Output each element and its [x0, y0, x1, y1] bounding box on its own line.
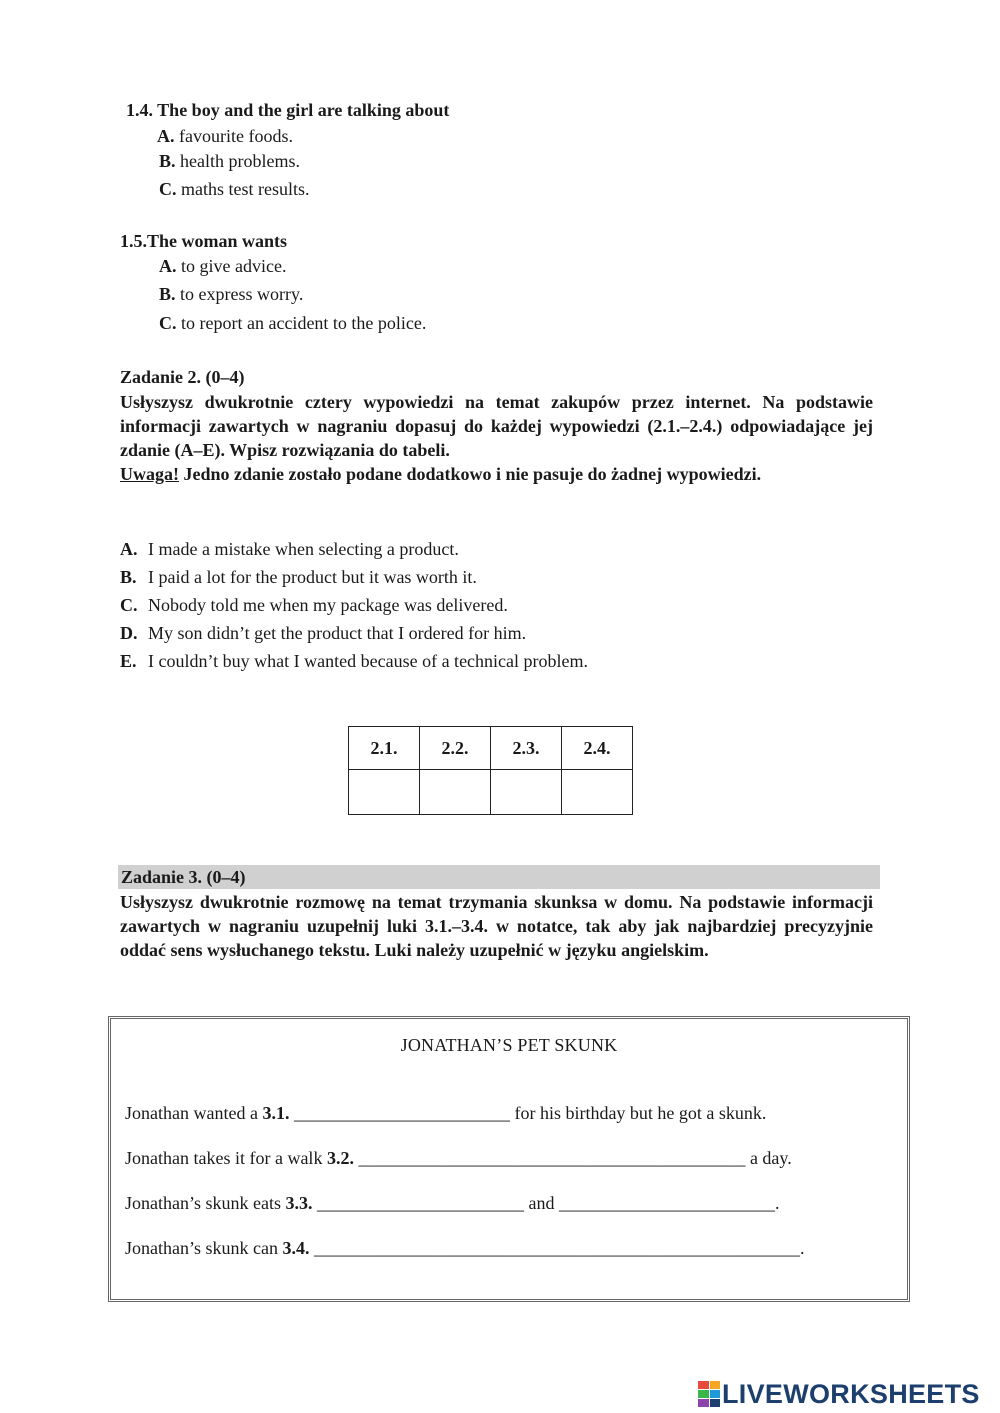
task-2-title: Zadanie 2. (0–4): [120, 367, 245, 387]
sentence-c: [120, 595, 508, 616]
answer-cell-2-4[interactable]: [562, 770, 633, 815]
line-text: Jonathan wanted a: [125, 1103, 263, 1123]
note-title: JONATHAN’S PET SKUNK: [400, 1035, 618, 1055]
q14-option-b[interactable]: [159, 151, 300, 172]
sentence-letter: E.: [120, 651, 137, 671]
sentence-e: [120, 651, 588, 672]
logo-text: LIVEWORKSHEETS: [722, 1378, 980, 1409]
q15-option-b[interactable]: [159, 284, 303, 305]
sentence-text: I paid a lot for the product but it was worth it.: [148, 567, 477, 587]
answer-header-2-1: 2.1.: [349, 727, 420, 770]
sentence-letter: B.: [120, 567, 137, 587]
line-text: Jonathan takes it for a walk: [125, 1148, 327, 1168]
note-line-3-4: [125, 1238, 804, 1259]
task-2-note: [120, 462, 880, 486]
gap-3-2[interactable]: ___________________________________________: [353, 1148, 750, 1168]
task-3-title-bar: [118, 865, 880, 889]
gap-3-4[interactable]: ______________________________________________________.: [309, 1238, 805, 1258]
sentence-d: [120, 623, 526, 644]
question-1-4-title: 1.4. The boy and the girl are talking about: [126, 100, 450, 120]
gap-number: 3.4.: [282, 1238, 310, 1258]
answer-header-2-3: 2.3.: [491, 727, 562, 770]
line-text: Jonathan’s skunk eats: [125, 1193, 286, 1213]
sentence-a: [120, 539, 459, 560]
note-box: [108, 1016, 910, 1302]
task-2-instruction: Usłyszysz dwukrotnie cztery wypowiedzi na temat zakupów przez internet. Na podstawie informacji zawartych w nagraniu dopasuj do każdej wypowiedzi (2.1.–2.4.) odpowiadające jej zdanie (A–E). Wpisz rozwiązania do tabeli.: [120, 392, 873, 460]
question-1-5-title: 1.5.The woman wants: [120, 231, 288, 251]
option-letter: A.: [157, 126, 175, 146]
option-text: health problems.: [180, 151, 300, 171]
sentence-text: I couldn’t buy what I wanted because of a technical problem.: [148, 651, 589, 671]
sentence-letter: A.: [120, 539, 138, 559]
note-line-3-2: [125, 1148, 792, 1169]
logo-blocks-icon: [698, 1381, 720, 1407]
option-text: to give advice.: [181, 256, 287, 276]
option-letter: B.: [159, 284, 176, 304]
line-text: a day.: [749, 1148, 792, 1168]
option-text: to report an accident to the police.: [181, 313, 427, 333]
line-text: for his birthday but he got a skunk.: [514, 1103, 767, 1123]
option-text: to express worry.: [180, 284, 304, 304]
gap-3-3[interactable]: _______________________: [312, 1193, 529, 1213]
sentence-letter: D.: [120, 623, 138, 643]
answer-table: [348, 726, 633, 815]
gap-3-1[interactable]: ________________________: [289, 1103, 515, 1123]
liveworksheets-logo: [698, 1378, 980, 1410]
gap-number: 3.1.: [262, 1103, 290, 1123]
q14-option-c[interactable]: [159, 179, 310, 200]
sentence-text: Nobody told me when my package was delivered.: [148, 595, 508, 615]
option-letter: C.: [159, 313, 177, 333]
line-text: Jonathan’s skunk can: [125, 1238, 283, 1258]
answer-cell-2-2[interactable]: [420, 770, 491, 815]
sentence-text: I made a mistake when selecting a product.: [148, 539, 459, 559]
q15-option-a[interactable]: [159, 256, 286, 277]
task-3-instruction: Usłyszysz dwukrotnie rozmowę na temat trzymania skunksa w domu. Na podstawie informacji zawartych w nagraniu uzupełnij luki 3.1.–3.4. w notatce, tak aby jak najbardziej precyzyjnie oddać sens wysłuchanego tekstu. Luki należy uzupełnić w języku angielskim.: [120, 892, 873, 960]
answer-cell-2-3[interactable]: [491, 770, 562, 815]
note-text: Jedno zdanie zostało podane dodatkowo i nie pasuje do żadnej wypowiedzi.: [179, 464, 762, 484]
answer-header-2-2: 2.2.: [420, 727, 491, 770]
q14-option-a[interactable]: [157, 126, 293, 147]
task-3-title: Zadanie 3. (0–4): [121, 867, 246, 887]
q15-option-c[interactable]: [159, 313, 426, 334]
option-letter: A.: [159, 256, 177, 276]
line-text: and ________________________.: [528, 1193, 780, 1213]
option-text: maths test results.: [181, 179, 310, 199]
sentence-text: My son didn’t get the product that I ordered for him.: [148, 623, 527, 643]
note-line-3-1: [125, 1103, 766, 1124]
note-label: Uwaga!: [120, 464, 179, 484]
option-letter: C.: [159, 179, 177, 199]
gap-number: 3.3.: [285, 1193, 313, 1213]
gap-number: 3.2.: [326, 1148, 354, 1168]
sentence-letter: C.: [120, 595, 138, 615]
answer-cell-2-1[interactable]: [349, 770, 420, 815]
note-line-3-3: [125, 1193, 779, 1214]
answer-header-2-4: 2.4.: [562, 727, 633, 770]
option-letter: B.: [159, 151, 176, 171]
sentence-b: [120, 567, 477, 588]
option-text: favourite foods.: [179, 126, 293, 146]
